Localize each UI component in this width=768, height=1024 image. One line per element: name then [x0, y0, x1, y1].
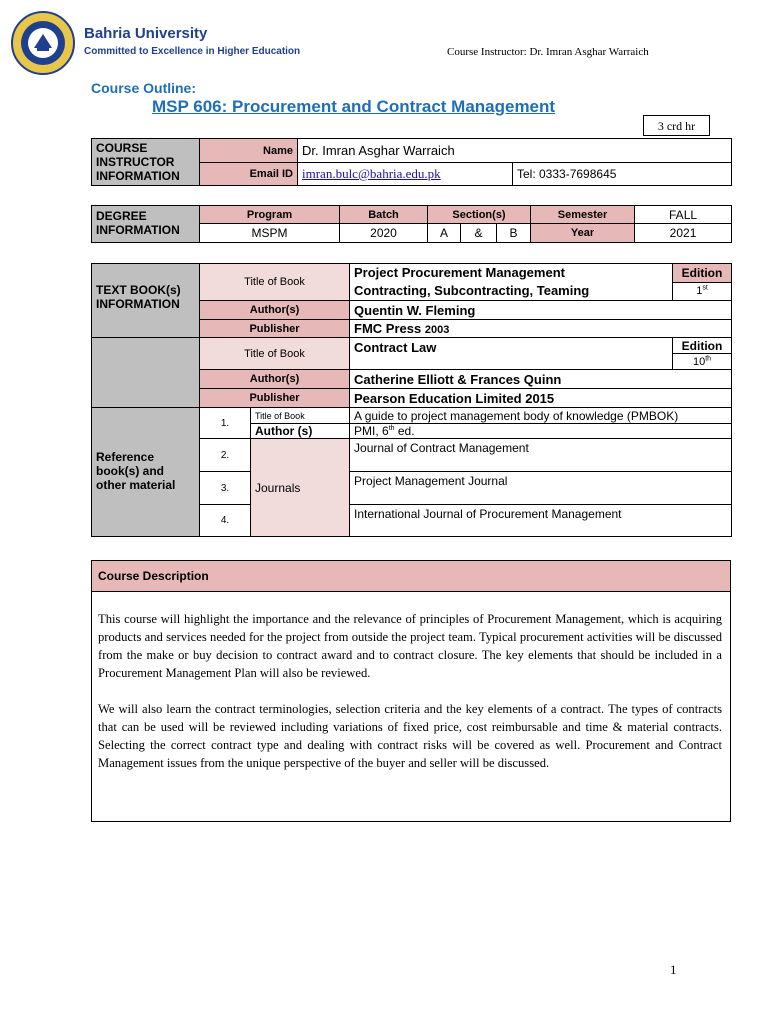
credit-hours-box: 3 crd hr — [643, 115, 710, 136]
ref3-num: 3. — [200, 472, 251, 505]
book1-edition — [673, 282, 732, 301]
book1-publisher-year: 2003 — [424, 324, 450, 336]
ref1-title-label: Title of Book — [251, 408, 350, 424]
course-title: MSP 606: Procurement and Contract Management — [152, 97, 556, 116]
university-logo — [10, 10, 76, 76]
course-outline-label: Course Outline: — [91, 80, 197, 96]
university-tagline: Committed to Excellence in Higher Education — [84, 46, 301, 57]
book2-title-label: Title of Book — [200, 338, 350, 370]
ref1-num: 1. — [200, 408, 251, 439]
university-name: Bahria University — [84, 25, 208, 42]
book1-title — [350, 264, 673, 301]
ref1-author-prefix: PMI, 6 — [354, 424, 389, 438]
journals-label: Journals — [251, 439, 350, 537]
ref4-num: 4. — [200, 505, 251, 537]
book1-title-line1: Project Procurement Management — [354, 265, 565, 280]
program-label: Program — [200, 206, 340, 224]
batch-value: 2020 — [340, 224, 428, 243]
book2-author-label: Author(s) — [200, 370, 350, 389]
semester-value: FALL — [635, 206, 732, 224]
book1-title-line2: Contracting, Subcontracting, Teaming — [354, 283, 590, 298]
course-description-heading: Course Description — [91, 560, 731, 592]
ref1-author-sup: th — [388, 425, 395, 432]
book2-edition-suffix: th — [705, 354, 712, 362]
degree-section-label: DEGREE INFORMATION — [92, 206, 200, 243]
textbook-section-label: TEXT BOOK(s) INFORMATION — [92, 264, 200, 338]
sections-label: Section(s) — [428, 206, 531, 224]
reference-section-label: Reference book(s) and other material — [92, 408, 200, 537]
ref2-text: Journal of Contract Management — [350, 439, 732, 472]
book1-edition-num: 1 — [696, 285, 703, 298]
textbooks-table — [91, 263, 732, 537]
page-number: 1 — [670, 962, 677, 977]
book1-author: Quentin W. Fleming — [350, 301, 732, 320]
book1-publisher-name: FMC Press — [354, 321, 422, 336]
section-b: B — [497, 224, 531, 243]
course-description-body — [91, 591, 731, 822]
instructor-section-label: COURSE INSTRUCTOR INFORMATION — [92, 139, 200, 186]
email-cell — [298, 163, 513, 186]
batch-label: Batch — [340, 206, 428, 224]
book2-author: Catherine Elliott & Frances Quinn — [350, 370, 732, 389]
instructor-table — [91, 138, 732, 186]
book2-section-blank — [92, 338, 200, 408]
book2-publisher: Pearson Education Limited 2015 — [350, 389, 732, 408]
section-and: & — [461, 224, 497, 243]
book1-edition-suffix: st — [702, 284, 708, 292]
ref1-author-label: Author (s) — [251, 424, 350, 439]
section-a: A — [428, 224, 461, 243]
tel: Tel: 0333-7698645 — [513, 163, 732, 186]
book1-author-label: Author(s) — [200, 301, 350, 320]
ref1-author — [350, 424, 732, 439]
email-label: Email ID — [200, 163, 298, 186]
name-label: Name — [200, 139, 298, 163]
degree-table — [91, 205, 732, 243]
email-link[interactable]: imran.bulc@bahria.edu.pk — [302, 166, 441, 181]
ref3-text: Project Management Journal — [350, 472, 732, 505]
book1-publisher — [350, 320, 732, 338]
semester-label: Semester — [531, 206, 635, 224]
instructor-name: Dr. Imran Asghar Warraich — [298, 139, 732, 163]
book2-edition — [673, 354, 732, 370]
ref1-title: A guide to project management body of knowledge (PMBOK) — [350, 408, 732, 424]
book2-edition-label: Edition — [673, 338, 732, 354]
book2-edition-num: 10 — [692, 355, 706, 368]
instructor-header: Course Instructor: Dr. Imran Asghar Warraich — [447, 46, 649, 58]
year-label: Year — [531, 224, 635, 243]
book2-publisher-label: Publisher — [200, 389, 350, 408]
description-paragraph-2: We will also learn the contract terminologies, selection criteria and the key elements of a contract. The types of contracts that can be used will be reviewed including variations of fixed price, cost reimbursable and time & material contracts. Selecting the correct contract type and dealing with contract risks will be covered as well. Procurement and Contract Management issues from the unique perspective of the buyer and seller will be discussed. — [98, 702, 722, 770]
book2-title: Contract Law — [350, 338, 673, 370]
ref1-author-suffix: ed. — [394, 424, 415, 438]
book1-publisher-label: Publisher — [200, 320, 350, 338]
ref4-text: International Journal of Procurement Management — [350, 505, 732, 537]
book1-title-label: Title of Book — [200, 264, 350, 301]
description-paragraph-1: This course will highlight the importance and the relevance of principles of Procurement Management, which is acquiring products and services needed for the project from outside the project team. Typical procurement activities will be discussed from the make or buy decision to contract award and to contract closure. The key elements that should be included in a Procurement Management Plan will also be reviewed. — [98, 612, 722, 680]
year-value: 2021 — [635, 224, 732, 243]
book1-edition-label: Edition — [673, 264, 732, 283]
ref2-num: 2. — [200, 439, 251, 472]
program-value: MSPM — [200, 224, 340, 243]
